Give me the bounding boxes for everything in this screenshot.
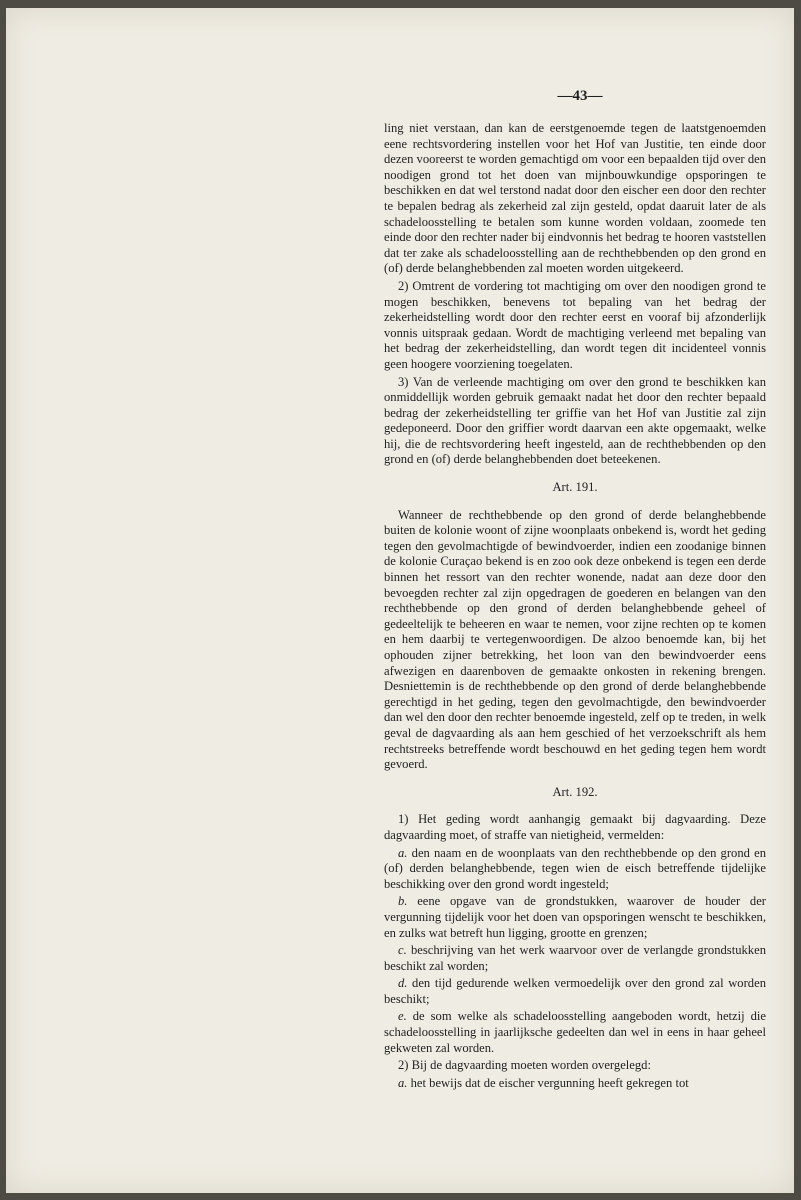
article-192-intro: 1) Het geding wordt aanhangig gemaakt bij dagvaarding. Deze dagvaarding moet, of straffe van nietigheid, vermelden:: [384, 812, 766, 842]
list-item: [384, 846, 766, 893]
item-letter: b.: [398, 894, 408, 909]
list-item: [384, 1009, 766, 1056]
item-letter: d.: [398, 976, 408, 991]
paragraph-2: 2) Omtrent de vordering tot machtiging om over den noodigen grond te mogen beschikken, benevens tot bepaling van het bedrag der zekerheidstelling wordt door den rechter eerst en vooraf bij afzonderlijk vonnis uitspraak gedaan. Wordt de machtiging verleend met bepaling van het bedrag der zekerheidstelling, dan wordt tegen dit incidenteel vonnis geen hoogere voorziening toegelaten.: [384, 278, 766, 371]
list-item: [384, 943, 766, 974]
list-item: [384, 1076, 766, 1092]
article-192-para-2: 2) Bij de dagvaarding moeten worden overgelegd:: [398, 1058, 651, 1073]
paragraph-continuation: ling niet verstaan, dan kan de eerstgenoemde tegen de laatstgenoemden eene rechtsvordering instellen voor het Hof van Justitie, ten einde door dezen vooreerst te worden gemachtigd om voor een bepaalden tijd over den noodigen grond tot het doen van mijnbouwkundige opsporingen te beschikken en dat wel terstond nadat door den eischer een door den rechter te bepalen bedrag als zekerheid zal zijn gesteld, opdat daaruit later de als schadeloosstelling te betalen som kunne worden voldaan, zoomede ten einde door den rechter nader bij eindvonnis het bedrag te hooren vaststellen dat ter zake als schadeloosstelling aan de rechthebbenden op den grond en (of) derde belanghebbenden zal moeten worden uitgekeerd.: [384, 121, 766, 276]
item-text: eene opgave van de grondstukken, waarover de houder der vergunning tijdelijk voor het doen van opsporingen wenscht te beschikken, en zulks wat betreft hun ligging, grootte en grenzen;: [384, 894, 766, 940]
list-item: [384, 894, 766, 941]
item-text: den naam en de woonplaats van den rechthebbende op den grond en (of) derden belanghebbende, tegen wien de eisch betreffende tijdelijke beschikking over den grond wordt ingesteld;: [384, 845, 766, 891]
item-letter: c.: [398, 943, 407, 958]
body-text: [384, 121, 766, 1093]
list-item: [384, 976, 766, 1007]
item-text: het bewijs dat de eischer vergunning heeft gekregen tot: [410, 1075, 689, 1090]
item-text: de som welke als schadeloosstelling aangeboden wordt, hetzij die schadeloosstelling in jaarlijksche gedeelten dan wel in eens in haar geheel gekweten zal worden.: [384, 1009, 766, 1055]
item-text: beschrijving van het werk waarvoor over de verlangde grondstukken beschikt zal worden;: [384, 943, 766, 973]
page-number: —43—: [557, 88, 603, 104]
article-191-text: Wanneer de rechthebbende op den grond of derde belanghebbende buiten de kolonie woont of zijne woonplaats onbekend is, wordt het geding tegen den gevolmachtigde of bewindvoerder, indien een zoodanige binnen de kolonie Curaçao bekend is en zoo ook deze onbekend is tegen een derde binnen het ressort van den rechter wonende, nadat aan deze door den bevoegden rechter zal zijn opgedragen de goederen en belangen van den rechthebbende op den grond of derden belanghebbende geheel of gedeeltelijk te beheeren en waar te nemen, voor zijne rechten op te komen en hem daarbij te vertegenwoordigen. De alzoo benoemde kan, bij het ophouden zijner betrekking, het loon van den bewindvoerder eens afwezigen en daarenboven de gemaakte onkosten in rekening brengen. Desniettemin is de rechthebbende op den grond of derde belanghebbende gerechtigd in het geding, tegen den gevolmachtigde, den bewindvoerder dan wel den door den rechter benoemde ingesteld, zelf op te treden, in welk geval de dagvaarding als aan hem geschied of het verzoekschrift als hem rechtstreeks betreffende wordt beschouwd en het geding tegen hem wordt gevoerd.: [384, 507, 766, 772]
item-letter: a.: [398, 1075, 408, 1090]
article-192-heading: Art. 192.: [552, 784, 598, 799]
item-letter: a.: [398, 845, 408, 860]
article-191-heading: Art. 191.: [552, 480, 598, 495]
paragraph-3: 3) Van de verleende machtiging om over den grond te beschikken kan onmiddellijk worden gebruik gemaakt nadat het door den rechter bepaald bedrag der zekerheidstelling ter griffie van het Hof van Justitie zal zijn gedeponeerd. Door den griffier wordt daarvan een akte opgemaakt, welke hij, die de rechtsvordering heeft ingesteld, aan de rechthebbenden op den grond en (of) derde belanghebbenden doet beteekenen.: [384, 374, 766, 467]
item-text: den tijd gedurende welken vermoedelijk over den grond zal worden beschikt;: [384, 976, 766, 1006]
item-letter: e.: [398, 1009, 407, 1024]
